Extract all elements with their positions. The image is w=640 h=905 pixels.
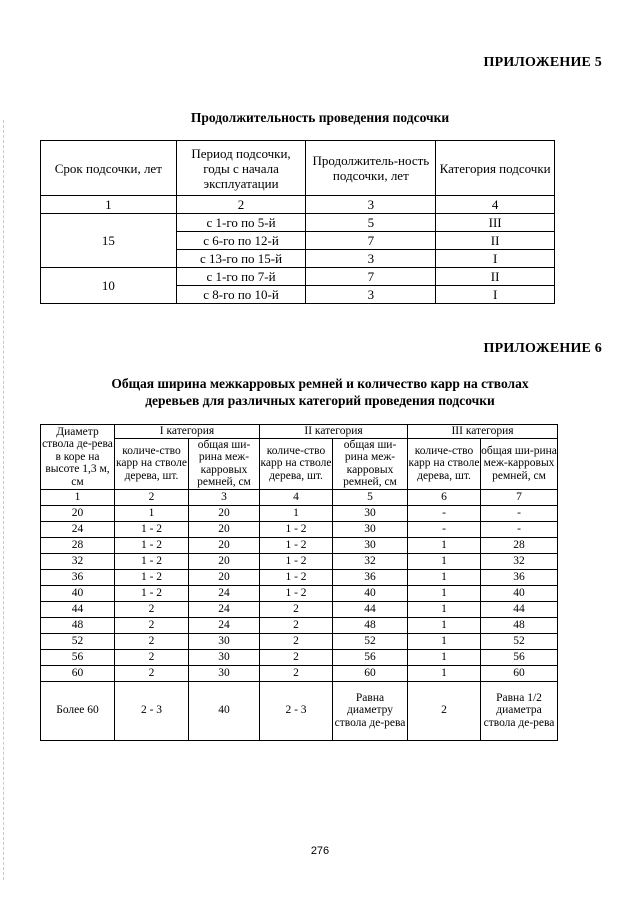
- diameter-cell: Более 60: [41, 681, 115, 740]
- value-cell: 36: [481, 569, 558, 585]
- value-cell: 2: [260, 617, 333, 633]
- value-cell: 30: [189, 649, 260, 665]
- value-cell: 1 - 2: [260, 569, 333, 585]
- value-cell: Равна 1/2 диаметра ствола де-рева: [481, 681, 558, 740]
- header-duration: Продолжитель-ность подсочки, лет: [306, 141, 436, 196]
- value-cell: 60: [481, 665, 558, 681]
- value-cell: 7: [481, 489, 558, 505]
- value-cell: 36: [333, 569, 408, 585]
- value-cell: 20: [189, 537, 260, 553]
- category-cell: III: [436, 214, 555, 232]
- value-cell: 1: [115, 505, 189, 521]
- value-cell: 1: [408, 569, 481, 585]
- period-cell: с 1-го по 7-й: [176, 268, 306, 286]
- column-number: 4: [436, 196, 555, 214]
- value-cell: 1 - 2: [115, 553, 189, 569]
- table-row: [41, 521, 558, 537]
- header-category: Категория подсочки: [436, 141, 555, 196]
- column-number-row: [41, 196, 555, 214]
- value-cell: 1 - 2: [115, 569, 189, 585]
- value-cell: 1: [260, 505, 333, 521]
- duration-cell: 7: [306, 232, 436, 250]
- value-cell: 24: [189, 585, 260, 601]
- duration-cell: 7: [306, 268, 436, 286]
- value-cell: 28: [481, 537, 558, 553]
- header-category-3: III категория: [408, 425, 558, 439]
- header-category-1: I категория: [115, 425, 260, 439]
- column-number: 3: [306, 196, 436, 214]
- table-header-row: [41, 141, 555, 196]
- table-row: [41, 505, 558, 521]
- diameter-cell: 24: [41, 521, 115, 537]
- value-cell: 4: [260, 489, 333, 505]
- table-row: [41, 214, 555, 232]
- header-term: Срок подсочки, лет: [41, 141, 177, 196]
- diameter-cell: 28: [41, 537, 115, 553]
- table-row: [41, 649, 558, 665]
- value-cell: 2: [408, 681, 481, 740]
- header-width: общая ши-рина меж-карровых ремней, см: [481, 438, 558, 489]
- header-diameter: Диаметр ствола де-рева в коре на высоте 1,3 м, см: [42, 425, 113, 488]
- value-cell: 1: [408, 553, 481, 569]
- value-cell: 48: [333, 617, 408, 633]
- period-cell: с 1-го по 5-й: [176, 214, 306, 232]
- value-cell: 2: [260, 649, 333, 665]
- column-number: 1: [41, 196, 177, 214]
- diameter-cell: 44: [41, 601, 115, 617]
- value-cell: 52: [481, 633, 558, 649]
- table-2-title: [0, 375, 640, 409]
- table-row: [41, 665, 558, 681]
- value-cell: 1 - 2: [260, 521, 333, 537]
- header-width: общая ши-рина меж-карровых ремней, см: [333, 438, 408, 489]
- period-cell: с 8-го по 10-й: [176, 286, 306, 304]
- term-cell: 10: [41, 268, 177, 304]
- value-cell: 20: [189, 505, 260, 521]
- table-row: [41, 569, 558, 585]
- value-cell: 24: [189, 601, 260, 617]
- table-row: [41, 268, 555, 286]
- value-cell: 30: [333, 505, 408, 521]
- value-cell: 1: [408, 601, 481, 617]
- value-cell: 3: [189, 489, 260, 505]
- value-cell: 1: [408, 633, 481, 649]
- table-1-title: Продолжительность проведения подсочки: [190, 110, 450, 125]
- value-cell: 24: [189, 617, 260, 633]
- period-cell: с 6-го по 12-й: [176, 232, 306, 250]
- header-count: количе-ство карр на стволе дерева, шт.: [115, 438, 189, 489]
- category-cell: I: [436, 286, 555, 304]
- value-cell: 1: [408, 617, 481, 633]
- diameter-cell: 32: [41, 553, 115, 569]
- scan-margin-line: [3, 120, 4, 880]
- category-cell: II: [436, 268, 555, 286]
- diameter-cell: 60: [41, 665, 115, 681]
- tapping-duration-table: [40, 140, 555, 304]
- value-cell: -: [408, 505, 481, 521]
- value-cell: 20: [189, 569, 260, 585]
- table-2-title-line-2: деревьев для различных категорий проведения подсочки: [145, 393, 495, 408]
- diameter-cell: 52: [41, 633, 115, 649]
- term-cell: 15: [41, 214, 177, 268]
- table-row: [41, 617, 558, 633]
- duration-cell: 5: [306, 214, 436, 232]
- value-cell: 2 - 3: [260, 681, 333, 740]
- column-number-row: [41, 489, 558, 505]
- value-cell: 20: [189, 553, 260, 569]
- diameter-cell: 1: [41, 489, 115, 505]
- value-cell: 30: [333, 537, 408, 553]
- value-cell: 2: [115, 665, 189, 681]
- value-cell: 2: [115, 489, 189, 505]
- duration-cell: 3: [306, 250, 436, 268]
- value-cell: 1 - 2: [115, 585, 189, 601]
- value-cell: 1: [408, 537, 481, 553]
- header-count: количе-ство карр на стволе дерева, шт.: [408, 438, 481, 489]
- value-cell: 30: [189, 665, 260, 681]
- category-cell: I: [436, 250, 555, 268]
- header-count: количе-ство карр на стволе дерева, шт.: [260, 438, 333, 489]
- duration-cell: 3: [306, 286, 436, 304]
- tapping-belts-table: [40, 424, 558, 741]
- value-cell: -: [481, 505, 558, 521]
- value-cell: 32: [481, 553, 558, 569]
- value-cell: 44: [333, 601, 408, 617]
- value-cell: 48: [481, 617, 558, 633]
- value-cell: 1: [408, 585, 481, 601]
- value-cell: 1 - 2: [260, 553, 333, 569]
- value-cell: 20: [189, 521, 260, 537]
- value-cell: 2: [260, 665, 333, 681]
- value-cell: 2: [260, 601, 333, 617]
- value-cell: 56: [481, 649, 558, 665]
- diameter-cell: 48: [41, 617, 115, 633]
- value-cell: 2: [260, 633, 333, 649]
- value-cell: 30: [333, 521, 408, 537]
- diameter-cell: 20: [41, 505, 115, 521]
- value-cell: 40: [481, 585, 558, 601]
- table-2-body: [41, 489, 558, 740]
- value-cell: 1 - 2: [260, 537, 333, 553]
- table-row: [41, 681, 558, 740]
- value-cell: 2: [115, 601, 189, 617]
- appendix-5-heading: ПРИЛОЖЕНИЕ 5: [483, 55, 602, 70]
- table-row: [41, 553, 558, 569]
- value-cell: 56: [333, 649, 408, 665]
- diameter-cell: 56: [41, 649, 115, 665]
- category-cell: II: [436, 232, 555, 250]
- header-width: общая ши-рина меж-карровых ремней, см: [189, 438, 260, 489]
- value-cell: 40: [333, 585, 408, 601]
- appendix-6-heading: ПРИЛОЖЕНИЕ 6: [483, 341, 602, 356]
- value-cell: 2: [115, 617, 189, 633]
- table-2-title-line-1: Общая ширина межкарровых ремней и количество карр на стволах: [111, 376, 529, 391]
- value-cell: 6: [408, 489, 481, 505]
- table-row: [41, 585, 558, 601]
- value-cell: 1: [408, 649, 481, 665]
- value-cell: 2 - 3: [115, 681, 189, 740]
- value-cell: 30: [189, 633, 260, 649]
- page-number: 276: [310, 845, 330, 857]
- subheader-row: [41, 438, 558, 489]
- header-category-2: II категория: [260, 425, 408, 439]
- value-cell: 32: [333, 553, 408, 569]
- value-cell: 1 - 2: [115, 521, 189, 537]
- value-cell: 1: [408, 665, 481, 681]
- value-cell: 2: [115, 633, 189, 649]
- value-cell: 5: [333, 489, 408, 505]
- value-cell: 2: [115, 649, 189, 665]
- diameter-cell: 40: [41, 585, 115, 601]
- diameter-cell: 36: [41, 569, 115, 585]
- value-cell: 1 - 2: [115, 537, 189, 553]
- value-cell: 52: [333, 633, 408, 649]
- value-cell: 60: [333, 665, 408, 681]
- category-header-row: [41, 425, 558, 439]
- value-cell: -: [408, 521, 481, 537]
- value-cell: -: [481, 521, 558, 537]
- column-number: 2: [176, 196, 306, 214]
- table-row: [41, 633, 558, 649]
- value-cell: Равна диаметру ствола де-рева: [333, 681, 408, 740]
- value-cell: 40: [189, 681, 260, 740]
- table-row: [41, 601, 558, 617]
- header-period: Период подсочки, годы с начала эксплуатации: [176, 141, 306, 196]
- table-row: [41, 537, 558, 553]
- value-cell: 1 - 2: [260, 585, 333, 601]
- value-cell: 44: [481, 601, 558, 617]
- period-cell: с 13-го по 15-й: [176, 250, 306, 268]
